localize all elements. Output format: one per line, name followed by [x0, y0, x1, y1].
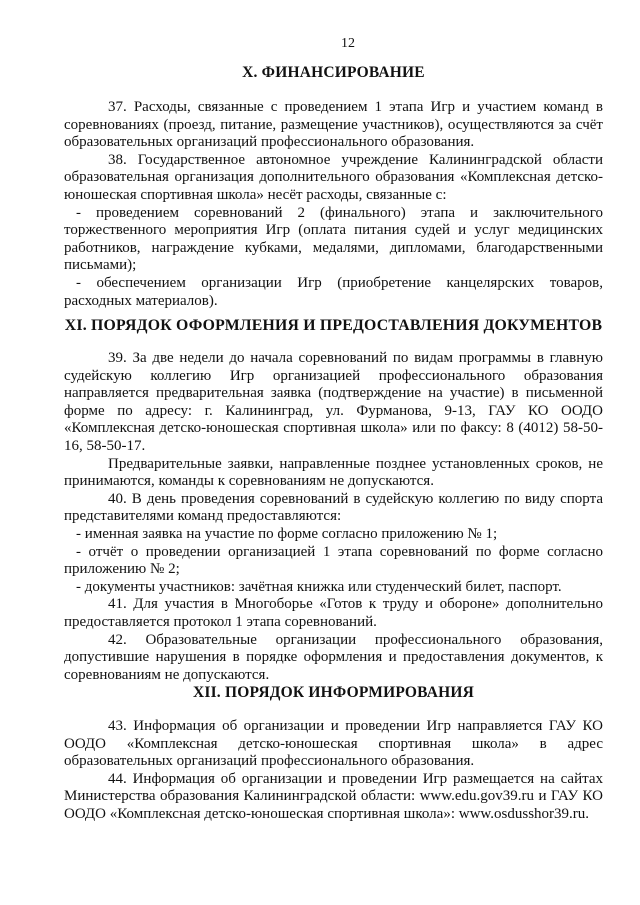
paragraph-late-applications: Предварительные заявки, направленные позднее установленных сроков, не принимаются, команды к соревнованиям не допускаются. — [64, 455, 603, 490]
section-financing — [64, 99, 603, 310]
paragraph-37: 37. Расходы, связанные с проведением 1 этапа Игр и участием команд в соревнованиях (проезд, питание, размещение участников), осуществляются за счёт образовательных организаций профессионального образования. — [64, 99, 603, 151]
paragraph-39: 39. За две недели до начала соревнований по видам программы в главную судейскую коллегию Игр организацией профессионального образования направляется предварительная заявка (подтверждение на участие) в письменной форме по адресу: г. Калининград, ул. Фурманова, 9-13, ГАУ КО ООДО «Комплексная детско-юношеская спортивная школа» или по факсу: 8 (4012) 58-50-16, 58-50-17. — [64, 350, 603, 454]
list-item: - документы участников: зачётная книжка или студенческий билет, паспорт. — [76, 578, 562, 595]
section-heading-documents: XI. ПОРЯДОК ОФОРМЛЕНИЯ И ПРЕДОСТАВЛЕНИЯ ДОКУМЕНТОВ — [64, 317, 603, 334]
section-heading-financing: X. ФИНАНСИРОВАНИЕ — [242, 64, 425, 81]
paragraph-42: 42. Образовательные организации профессионального образования, допустившие нарушения в порядке оформления и предоставления документов, к соревнованиям не допускаются. — [64, 631, 603, 683]
paragraph-38: 38. Государственное автономное учреждение Калининградской области образовательная организация дополнительного образования «Комплексная детско-юношеская спортивная школа» несёт расходы, связанные с: — [64, 151, 603, 203]
list-item: - обеспечением организации Игр (приобретение канцелярских товаров, расходных материалов). — [64, 274, 603, 309]
paragraph-44: 44. Информация об организации и проведении Игр размещается на сайтах Министерства образования Калининградской области: www.edu.gov39.ru и ГАУ КО ООДО «Комплексная детско-юношеская спортивная школа»: www.osdusshor39.ru. — [64, 770, 603, 822]
paragraph-40: 40. В день проведения соревнований в судейскую коллегию по виду спорта представителями команд предоставляются: — [64, 490, 603, 525]
section-documents — [64, 350, 603, 684]
section-heading-informing: XII. ПОРЯДОК ИНФОРМИРОВАНИЯ — [192, 684, 475, 701]
paragraph-43: 43. Информация об организации и проведении Игр направляется ГАУ КО ООДО «Комплексная детско-юношеская спортивная школа» в адрес образовательных организаций профессионального образования. — [64, 718, 603, 770]
paragraph-41: 41. Для участия в Многоборье «Готов к труду и обороне» дополнительно предоставляется протокол 1 этапа соревнований. — [64, 596, 603, 630]
list-item: - отчёт о проведении организацией 1 этапа соревнований по форме согласно приложению № 2; — [64, 543, 603, 578]
section-informing — [64, 718, 603, 824]
list-item: - проведением соревнований 2 (финального) этапа и заключительного торжественного мероприятия Игр (оплата питания судей и услуг медицинских работников, награждение кубками, медалями, дипломами, благодарственными письмами); — [64, 204, 603, 274]
list-item: - именная заявка на участие по форме согласно приложению № 1; — [76, 525, 498, 542]
page-number: 12 — [341, 36, 355, 51]
